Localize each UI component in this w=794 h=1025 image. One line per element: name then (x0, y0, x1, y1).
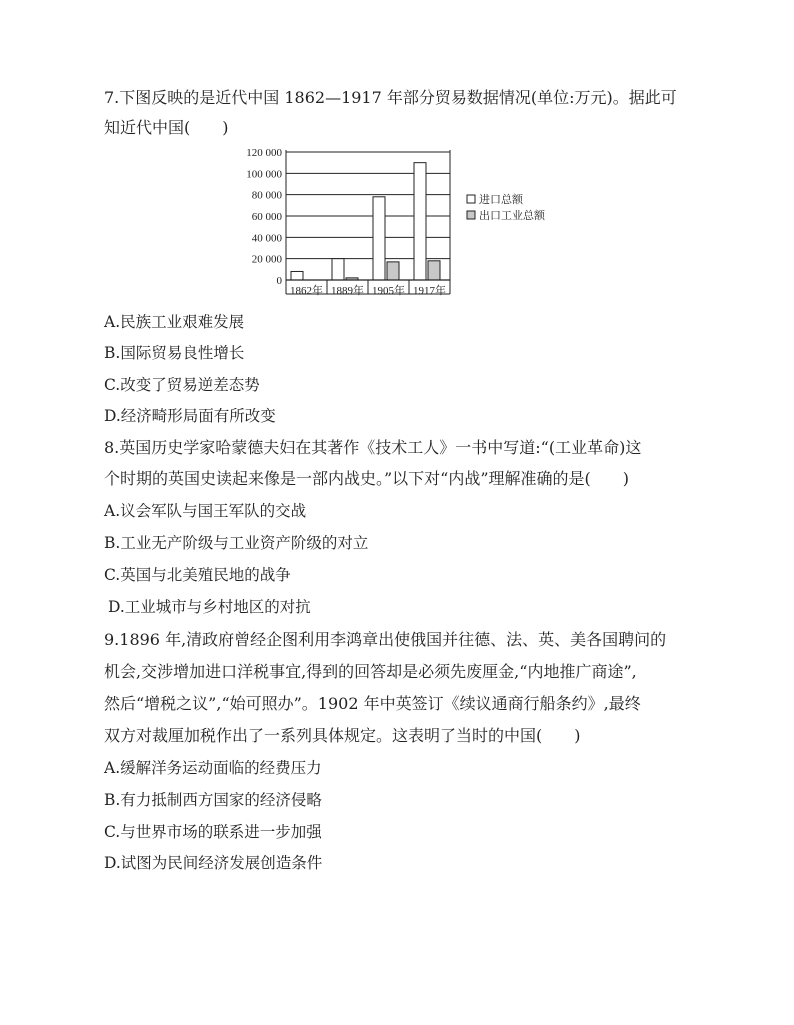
q9-option-a: A.缓解洋务运动面临的经费压力 (104, 759, 322, 777)
q9-option-d: D.试图为民间经济发展创造条件 (104, 854, 323, 872)
y-tick-label: 120 000 (246, 147, 282, 159)
y-axis-tick-labels (246, 147, 282, 287)
q8-stem-line2: 个时期的英国史读起来像是一部内战史。”以下对“内战”理解准确的是( ) (104, 469, 630, 488)
q9-stem-line2: 机会,交涉增加进口洋税事宜,得到的回答却是必须先废厘金,“内地推广商途”, (104, 662, 637, 681)
y-tick-label: 20 000 (251, 253, 282, 266)
y-tick-label: 100 000 (246, 168, 282, 181)
q7-stem-line2: 知近代中国( ) (104, 118, 229, 137)
q9-stem-line4: 双方对裁厘加税作出了一系列具体规定。这表明了当时的中国( ) (104, 726, 581, 745)
chart-legend (467, 192, 546, 222)
x-tick-label: 1862年 (290, 285, 323, 297)
q8-stem-line1: 8.英国历史学家哈蒙德夫妇在其著作《技术工人》一书中写道:“(工业革命)这 (104, 438, 642, 457)
q7-option-d: D.经济畸形局面有所改变 (104, 407, 276, 425)
q9-option-c: C.与世界市场的联系进一步加强 (104, 823, 322, 841)
q8-option-c: C.英国与北美殖民地的战争 (104, 566, 291, 584)
legend-label: 进口总额 (479, 194, 523, 206)
q8-option-b: B.工业无产阶级与工业资产阶级的对立 (104, 534, 369, 552)
bar-import (414, 163, 426, 280)
bar-import (291, 271, 303, 280)
q7-stem-line1: 7.下图反映的是近代中国 1862—1917 年部分贸易数据情况(单位:万元)。据此可 (104, 88, 677, 107)
x-tick-label: 1917年 (413, 285, 446, 297)
q7-option-c: C.改变了贸易逆差态势 (104, 376, 260, 394)
y-tick-label: 0 (276, 275, 282, 287)
bar-import (373, 197, 385, 280)
bar-export (428, 261, 440, 280)
q8-option-d: D.工业城市与乡村地区的对抗 (108, 598, 311, 616)
q9-stem-line3: 然后“增税之议”,“始可照办”。1902 年中英签订《续议通商行船条约》,最终 (104, 694, 641, 713)
q8-option-a: A.议会军队与国王军队的交战 (104, 502, 307, 520)
q9-stem-line1: 9.1896 年,清政府曾经企图利用李鸿章出使俄国并往德、法、英、美各国聘问的 (104, 630, 667, 649)
x-tick-label: 1905年 (372, 285, 405, 297)
chart-bars (291, 163, 440, 280)
q9-option-b: B.有力抵制西方国家的经济侵略 (104, 791, 322, 809)
legend-label: 出口工业总额 (479, 210, 545, 222)
bar-export (387, 262, 399, 280)
y-tick-label: 60 000 (251, 211, 282, 223)
legend-swatch (467, 195, 475, 203)
q7-option-a: A.民族工业艰难发展 (104, 313, 245, 331)
y-tick-label: 40 000 (251, 232, 282, 245)
legend-swatch (467, 211, 475, 219)
q7-option-b: B.国际贸易良性增长 (104, 344, 245, 362)
bar-import (332, 259, 344, 280)
x-tick-label: 1889年 (331, 285, 364, 297)
y-tick-label: 80 000 (251, 189, 282, 202)
trade-bar-chart (230, 142, 570, 302)
